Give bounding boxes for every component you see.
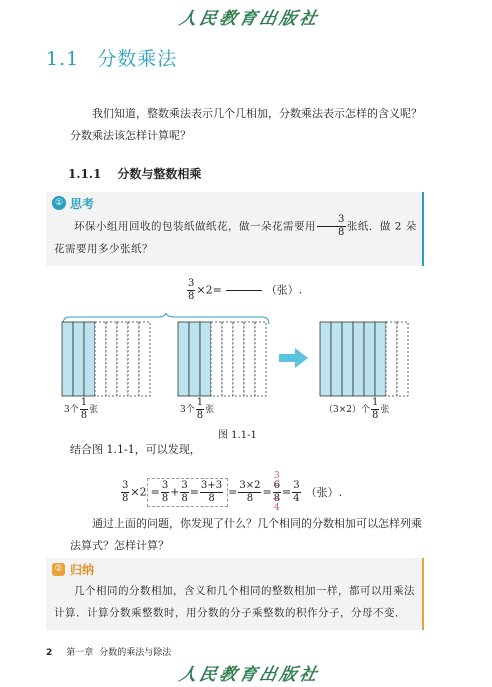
eq1-fraction <box>187 279 195 302</box>
eq2-addend-a <box>161 481 169 504</box>
subsection-title <box>68 165 201 182</box>
think-text <box>54 215 418 260</box>
denominator: 8 <box>181 493 188 504</box>
numerator: 3 <box>122 480 129 491</box>
numerator: 1 <box>372 397 379 408</box>
eq2-op: ×2 <box>130 485 147 499</box>
summary-label: 归纳 <box>70 563 95 577</box>
label-result-fraction <box>371 398 379 421</box>
empty-column <box>117 322 128 396</box>
figure-caption: 图 1.1-1 <box>218 430 257 441</box>
shaded-column <box>62 322 73 396</box>
numerator: 1 <box>196 397 204 408</box>
summary-box <box>46 558 424 630</box>
eq2-addend-b <box>180 481 188 504</box>
empty-column <box>233 322 244 396</box>
shaded-column <box>342 322 353 396</box>
equation-2 <box>120 472 342 513</box>
shaded-column <box>353 322 364 396</box>
section-title <box>46 44 177 71</box>
empty-column <box>255 322 266 396</box>
numerator: 3×2 <box>239 480 261 491</box>
subsection-title-text: 分数与整数相乘 <box>117 167 202 181</box>
denominator: 4 <box>293 493 300 504</box>
chapter-number: 第一章 <box>66 648 94 658</box>
denominator: 8 <box>372 410 379 421</box>
numerator: 6 <box>273 480 281 491</box>
eq2-unreduced <box>273 481 281 504</box>
eq2-equals-3: = <box>228 485 238 499</box>
subsection-number: 1.1.1 <box>68 167 102 181</box>
paragraph-2: 结合图 1.1-1，可以发现， <box>70 443 201 456</box>
denominator: 8 <box>208 493 215 504</box>
label-left-suffix: 张 <box>89 405 99 415</box>
eq2-reduce <box>272 472 282 513</box>
numerator: 3 <box>188 278 195 289</box>
shaded-column <box>331 322 342 396</box>
empty-column <box>222 322 233 396</box>
denominator: 8 <box>188 291 195 302</box>
label-left <box>64 398 98 421</box>
denominator: 8 <box>246 493 254 504</box>
think-text-before: 环保小组用回收的包装纸做纸花，做一朵花需要用 <box>74 220 316 233</box>
eq2-term-1 <box>121 481 129 504</box>
think-accent-bar <box>422 192 424 266</box>
numerator: 3 <box>317 215 346 227</box>
eq2-equals-4: = <box>262 485 272 499</box>
shaded-column <box>73 322 84 396</box>
chapter-title: 分数的乘法与除法 <box>99 648 172 658</box>
shaded-column <box>189 322 200 396</box>
numerator: 3+3 <box>201 480 223 491</box>
eq2-result <box>292 481 300 504</box>
eq2-unit: （张）. <box>305 485 343 499</box>
denominator: 8 <box>122 493 129 504</box>
shaded-column <box>320 322 331 396</box>
lightbulb-icon: ① <box>52 196 66 210</box>
summary-icon: ② <box>52 563 65 576</box>
label-middle-suffix: 张 <box>205 405 215 415</box>
denominator: 8 <box>161 493 169 504</box>
label-result-prefix: （3×2）个 <box>324 405 370 415</box>
shaded-column <box>200 322 211 396</box>
label-result <box>324 398 389 421</box>
think-label: 思考 <box>70 197 95 211</box>
eq2-equals-1: = <box>150 485 160 499</box>
numerator: 1 <box>80 397 88 408</box>
summary-accent-bar <box>422 558 424 630</box>
empty-column <box>211 322 222 396</box>
numerator: 3 <box>181 480 188 491</box>
page-footer <box>46 645 171 658</box>
eq2-plus: + <box>170 485 180 499</box>
equation-1 <box>186 279 302 302</box>
numerator: 3 <box>293 480 300 491</box>
fraction-rect-result <box>320 322 408 396</box>
think-box <box>46 192 424 266</box>
shaded-column <box>84 322 95 396</box>
eq2-sum-box <box>147 478 229 507</box>
section-number: 1.1 <box>46 48 80 70</box>
figure-diagram <box>58 320 418 400</box>
denominator: 8 <box>273 493 281 504</box>
think-fraction <box>317 215 346 238</box>
empty-column <box>139 322 150 396</box>
reduced-denominator: 4 <box>273 503 280 513</box>
shaded-column <box>364 322 375 396</box>
empty-column <box>128 322 139 396</box>
eq2-equals-2: = <box>189 485 199 499</box>
label-middle <box>180 398 214 421</box>
label-left-fraction <box>80 398 88 421</box>
publisher-logo-top: 人民教育出版社 <box>177 9 322 29</box>
question-paragraph: 通过上面的问题，你发现了什么？几个相同的分数相加可以怎样列乘法算式？怎样计算？ <box>70 517 422 552</box>
eq2-sum <box>200 481 223 504</box>
label-middle-fraction <box>196 398 204 421</box>
section-title-text: 分数乘法 <box>97 48 178 70</box>
label-middle-prefix: 3个 <box>180 405 195 415</box>
summary-text: 几个相同的分数相加，含义和几个相同的整数相加一样，都可以用乘法计算．计算分数乘整数时，用分数的分子乘整数的积作分子，分母不变． <box>54 585 415 619</box>
eq1-rest: ×2= <box>196 283 222 297</box>
eq2-product <box>238 481 261 504</box>
eq1-unit: （张）. <box>265 283 303 297</box>
shaded-column <box>375 322 386 396</box>
eq2-equals-5: = <box>282 485 292 499</box>
label-result-suffix: 张 <box>380 405 390 415</box>
fraction-rect-left <box>62 322 150 396</box>
publisher-logo-bottom: 人民教育出版社 <box>177 665 322 685</box>
answer-blank[interactable] <box>226 290 262 291</box>
empty-column <box>244 322 255 396</box>
empty-column <box>106 322 117 396</box>
denominator: 8 <box>196 410 204 421</box>
shaded-column <box>178 322 189 396</box>
arrow-right-icon <box>279 348 308 368</box>
intro-paragraph: 我们知道，整数乘法表示几个几相加，分数乘法表示怎样的含义呢？分数乘法该怎样计算呢？ <box>70 107 422 142</box>
denominator: 8 <box>338 227 345 238</box>
numerator: 3 <box>161 480 169 491</box>
reduced-numerator: 3 <box>273 471 280 481</box>
fraction-rect-middle <box>178 322 266 396</box>
empty-column <box>386 322 397 396</box>
empty-column <box>95 322 106 396</box>
empty-column <box>397 322 408 396</box>
label-left-prefix: 3个 <box>64 405 79 415</box>
denominator: 8 <box>80 410 88 421</box>
page-number: 2 <box>46 648 53 658</box>
think-text-after: 张纸．做 2 朵花需要用多少张纸？ <box>54 220 417 255</box>
